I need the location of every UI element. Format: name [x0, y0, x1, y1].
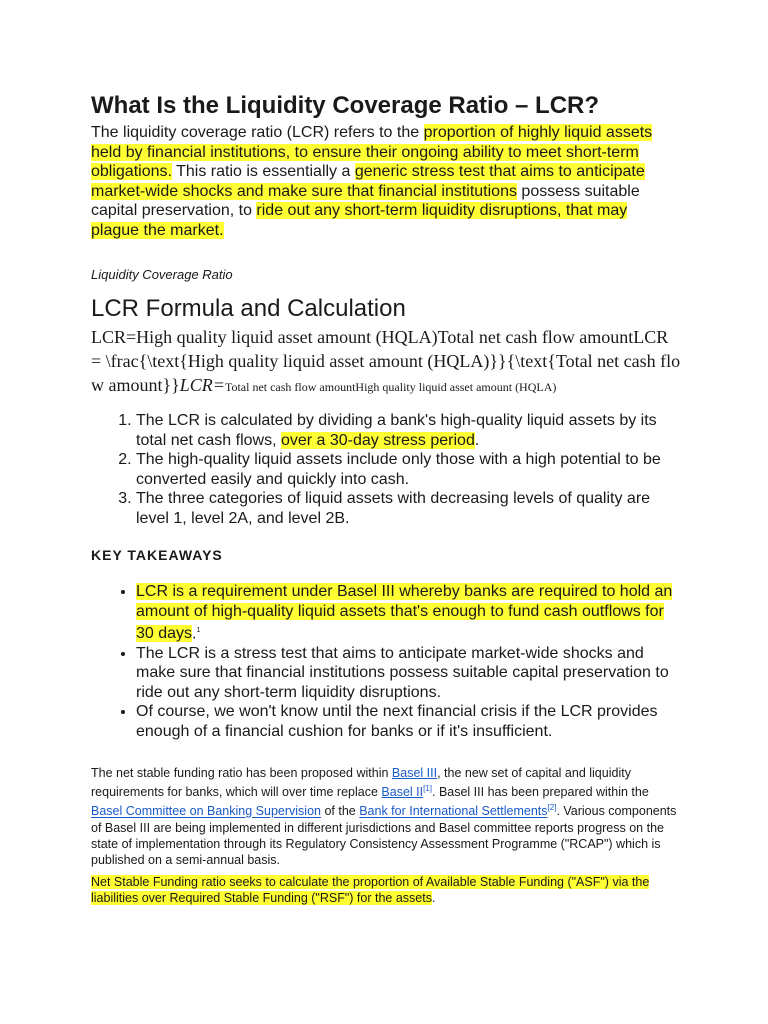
key-takeaways-list [91, 582, 681, 741]
formula-raw-text: LCR=High quality liquid asset amount (HQLA)Total net cash flow amountLCR = \frac{\text{High quality liquid asset amount (HQLA)}}{\text{Total net cash flow amount}} [91, 327, 681, 395]
nsfr-definition-paragraph: Net Stable Funding ratio seeks to calculate the proportion of Available Stable Funding ("ASF") via the liabilities over Required Stable Funding ("RSF") for the assets. [91, 874, 650, 905]
formula-lhs: LCR= [179, 375, 225, 395]
intro-highlight: generic stress test that aims to anticipate market-wide shocks and make sure that financial institutions [91, 163, 645, 200]
list-item: • The LCR is a stress test that aims to anticipate market-wide shocks and make sure that financial institutions possess suitable capital preservation to ride out any short-term liquidity disruptions. [136, 644, 681, 703]
list-item: • Of course, we won't know until the next financial crisis if the LCR provides enough of a financial cushion for banks or if it's insufficient. [136, 702, 681, 741]
lcr-formula [91, 325, 681, 399]
reference-link[interactable]: [1] [423, 784, 432, 794]
footnote-marker[interactable]: 1 [196, 627, 201, 634]
intro-text: possess suitable capital preservation, to [91, 182, 640, 219]
formula-heading: LCR Formula and Calculation [91, 295, 406, 322]
list-item: 1. The LCR is calculated by dividing a bank's high-quality liquid assets by its total net cash flows, over a 30-day stress period. [136, 411, 681, 450]
reference-link[interactable]: [2] [547, 803, 557, 813]
link-basel-iii[interactable]: Basel III [391, 766, 438, 781]
intro-highlight: proportion of highly liquid assets held by financial institutions, to ensure their ongoing ability to meet short-term obligations. [91, 124, 653, 180]
document-page [91, 92, 691, 906]
intro-text: This ratio is essentially a [171, 163, 355, 180]
nsfr-highlight: Net Stable Funding ratio seeks to calculate the proportion of Available Stable Funding ("ASF") via the liabilities over Required Stable Funding ("RSF") for the assets [91, 874, 650, 905]
list-item: 2. The high-quality liquid assets include only those with a high potential to be converted easily and quickly into cash. [136, 450, 681, 489]
intro-highlight: ride out any short-term liquidity disruptions, that may plague the market. [91, 202, 628, 239]
list-item: 3. The three categories of liquid assets with decreasing levels of quality are level 1, level 2A, and level 2B. [136, 489, 681, 528]
nsfr-paragraph: The net stable funding ratio has been proposed within Basel III, the new set of capital and liquidity requirements for banks, which will over time replace Basel II[1]. Basel III has been prepared within the Basel Committee on Banking Supervision of the Bank for International Settlements[2]. Various components of Basel III are being implemented in different jurisdictions and Basel committee reports progress on the state of implementation through its Regulatory Consistency Assessment Programme ("RCAP") which is published on a semi-annual basis. [91, 766, 677, 867]
calculation-steps [91, 411, 681, 528]
link-basel-ii[interactable]: Basel II [381, 785, 424, 800]
key-takeaways-heading: KEY TAKEAWAYS [91, 547, 223, 563]
intro-text: The liquidity coverage ratio (LCR) refers to the [91, 124, 424, 141]
page-title: What Is the Liquidity Coverage Ratio – LCR? [91, 92, 600, 119]
link-basel-committee[interactable]: Basel Committee on Banking Supervision [91, 804, 321, 819]
link-bis[interactable]: Bank for International Settlements [359, 804, 548, 819]
image-caption: Liquidity Coverage Ratio [91, 267, 233, 282]
intro-paragraph [91, 123, 676, 240]
takeaway-highlight: LCR is a requirement under Basel III whereby banks are required to hold an amount of high-quality liquid assets that's enough to fund cash outflows for 30 days [136, 583, 673, 643]
list-item: • LCR is a requirement under Basel III whereby banks are required to hold an amount of high-quality liquid assets that's enough to fund cash outflows for 30 days.$^1$ [136, 582, 681, 644]
formula-fraction-text: Total net cash flow amountHigh quality liquid asset amount (HQLA) [224, 380, 557, 394]
step-highlight: over a 30-day stress period [280, 431, 475, 449]
